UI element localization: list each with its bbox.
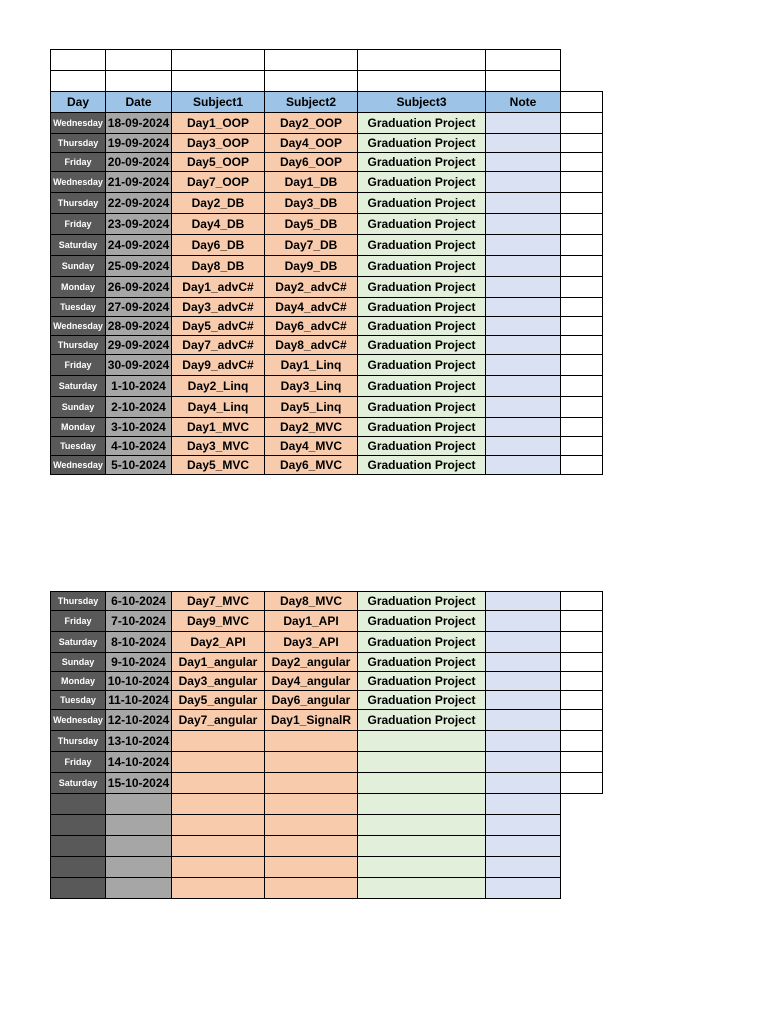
empty-cell[interactable] [486, 50, 561, 71]
table-row [51, 298, 603, 317]
subject2-cell[interactable]: Day6_advC# [265, 317, 358, 336]
note-cell[interactable] [486, 592, 561, 611]
note-cell[interactable] [486, 773, 561, 794]
subject3-cell[interactable]: Graduation Project [358, 134, 486, 153]
table-row [51, 172, 603, 193]
subject1-cell[interactable] [172, 794, 265, 815]
table-row [51, 336, 603, 355]
empty-row [51, 815, 603, 836]
subject3-cell[interactable] [358, 752, 486, 773]
empty-cell[interactable] [486, 71, 561, 92]
subject3-cell[interactable]: Graduation Project [358, 214, 486, 235]
extra-cell[interactable] [561, 113, 603, 134]
subject1-cell[interactable] [172, 836, 265, 857]
day-cell[interactable]: Wednesday [51, 172, 106, 193]
extra-cell[interactable] [561, 298, 603, 317]
table-row [51, 214, 603, 235]
header-subject1[interactable]: Subject1 [172, 92, 265, 113]
subject3-cell[interactable]: Graduation Project [358, 336, 486, 355]
subject3-cell[interactable]: Graduation Project [358, 256, 486, 277]
table-row [51, 277, 603, 298]
subject1-cell[interactable]: Day5_MVC [172, 456, 265, 475]
date-cell[interactable]: 23-09-2024 [106, 214, 172, 235]
subject1-cell[interactable]: Day5_angular [172, 691, 265, 710]
date-cell[interactable] [106, 794, 172, 815]
note-cell[interactable] [486, 134, 561, 153]
table-row [51, 134, 603, 153]
note-cell[interactable] [486, 456, 561, 475]
date-cell[interactable]: 8-10-2024 [106, 632, 172, 653]
day-cell[interactable]: Saturday [51, 376, 106, 397]
day-cell[interactable]: Saturday [51, 632, 106, 653]
note-cell[interactable] [486, 815, 561, 836]
subject2-cell[interactable]: Day7_DB [265, 235, 358, 256]
extra-cell[interactable] [561, 336, 603, 355]
day-cell[interactable] [51, 857, 106, 878]
date-cell[interactable]: 29-09-2024 [106, 336, 172, 355]
empty-cell[interactable] [172, 71, 265, 92]
table-row [51, 113, 603, 134]
day-cell[interactable] [51, 878, 106, 899]
note-cell[interactable] [486, 731, 561, 752]
note-cell[interactable] [486, 256, 561, 277]
extra-cell[interactable] [561, 256, 603, 277]
subject3-cell[interactable] [358, 731, 486, 752]
table-row [51, 653, 603, 672]
subject1-cell[interactable]: Day7_MVC [172, 592, 265, 611]
table-row [51, 731, 603, 752]
subject1-cell[interactable]: Day5_OOP [172, 153, 265, 172]
empty-row [51, 857, 603, 878]
date-cell[interactable]: 26-09-2024 [106, 277, 172, 298]
subject3-cell[interactable]: Graduation Project [358, 710, 486, 731]
note-cell[interactable] [486, 437, 561, 456]
subject2-cell[interactable] [265, 836, 358, 857]
table-row [51, 193, 603, 214]
date-cell[interactable]: 13-10-2024 [106, 731, 172, 752]
subject3-cell[interactable] [358, 878, 486, 899]
day-cell[interactable]: Friday [51, 214, 106, 235]
note-cell[interactable] [486, 113, 561, 134]
subject3-cell[interactable]: Graduation Project [358, 153, 486, 172]
table-row [51, 592, 603, 611]
subject3-cell[interactable]: Graduation Project [358, 672, 486, 691]
extra-cell[interactable] [561, 731, 603, 752]
day-cell[interactable] [51, 794, 106, 815]
extra-cell[interactable] [561, 214, 603, 235]
subject3-cell[interactable]: Graduation Project [358, 355, 486, 376]
subject3-cell[interactable]: Graduation Project [358, 691, 486, 710]
day-cell[interactable]: Wednesday [51, 710, 106, 731]
subject1-cell[interactable] [172, 878, 265, 899]
note-cell[interactable] [486, 172, 561, 193]
date-cell[interactable]: 20-09-2024 [106, 153, 172, 172]
subject1-cell[interactable]: Day9_advC# [172, 355, 265, 376]
table-row [51, 710, 603, 731]
subject3-cell[interactable]: Graduation Project [358, 592, 486, 611]
table-row [51, 355, 603, 376]
table-row [51, 611, 603, 632]
table-row [51, 235, 603, 256]
note-cell[interactable] [486, 611, 561, 632]
subject3-cell[interactable]: Graduation Project [358, 277, 486, 298]
date-cell[interactable] [106, 857, 172, 878]
subject3-cell[interactable]: Graduation Project [358, 235, 486, 256]
extra-cell[interactable] [561, 193, 603, 214]
subject3-cell[interactable]: Graduation Project [358, 653, 486, 672]
subject1-cell[interactable]: Day8_DB [172, 256, 265, 277]
extra-cell[interactable] [561, 672, 603, 691]
extra-cell[interactable] [561, 397, 603, 418]
table-row [51, 691, 603, 710]
subject2-cell[interactable]: Day5_Linq [265, 397, 358, 418]
extra-cell[interactable] [561, 437, 603, 456]
date-cell[interactable]: 18-09-2024 [106, 113, 172, 134]
date-cell[interactable]: 25-09-2024 [106, 256, 172, 277]
extra-cell[interactable] [561, 632, 603, 653]
subject2-cell[interactable]: Day2_MVC [265, 418, 358, 437]
day-cell[interactable]: Thursday [51, 592, 106, 611]
note-cell[interactable] [486, 376, 561, 397]
subject2-cell[interactable]: Day3_DB [265, 193, 358, 214]
day-cell[interactable]: Tuesday [51, 437, 106, 456]
extra-cell[interactable] [561, 752, 603, 773]
subject3-cell[interactable] [358, 794, 486, 815]
empty-cell[interactable] [358, 50, 486, 71]
subject1-cell[interactable]: Day6_DB [172, 235, 265, 256]
extra-cell[interactable] [561, 691, 603, 710]
day-cell[interactable]: Wednesday [51, 113, 106, 134]
subject1-cell[interactable] [172, 815, 265, 836]
subject1-cell[interactable]: Day5_advC# [172, 317, 265, 336]
extra-cell[interactable] [561, 592, 603, 611]
subject2-cell[interactable]: Day4_OOP [265, 134, 358, 153]
subject3-cell[interactable]: Graduation Project [358, 611, 486, 632]
day-cell[interactable]: Monday [51, 418, 106, 437]
table-row [51, 632, 603, 653]
day-cell[interactable]: Saturday [51, 773, 106, 794]
note-cell[interactable] [486, 235, 561, 256]
date-cell[interactable]: 3-10-2024 [106, 418, 172, 437]
outside-cell [561, 836, 603, 857]
day-cell[interactable]: Tuesday [51, 691, 106, 710]
subject3-cell[interactable]: Graduation Project [358, 397, 486, 418]
subject2-cell[interactable]: Day1_SignalR [265, 710, 358, 731]
day-cell[interactable]: Saturday [51, 235, 106, 256]
note-cell[interactable] [486, 691, 561, 710]
note-cell[interactable] [486, 336, 561, 355]
header-subject3[interactable]: Subject3 [358, 92, 486, 113]
subject1-cell[interactable] [172, 752, 265, 773]
subject2-cell[interactable]: Day5_DB [265, 214, 358, 235]
subject3-cell[interactable]: Graduation Project [358, 113, 486, 134]
subject3-cell[interactable]: Graduation Project [358, 193, 486, 214]
outside-cell [561, 815, 603, 836]
empty-row [51, 50, 603, 71]
subject1-cell[interactable] [172, 857, 265, 878]
date-cell[interactable]: 7-10-2024 [106, 611, 172, 632]
day-cell[interactable]: Thursday [51, 134, 106, 153]
subject2-cell[interactable] [265, 752, 358, 773]
subject3-cell[interactable] [358, 815, 486, 836]
empty-row [51, 878, 603, 899]
date-cell[interactable]: 24-09-2024 [106, 235, 172, 256]
subject1-cell[interactable]: Day2_DB [172, 193, 265, 214]
subject1-cell[interactable]: Day1_MVC [172, 418, 265, 437]
day-cell[interactable]: Sunday [51, 256, 106, 277]
table-row [51, 752, 603, 773]
day-cell[interactable]: Thursday [51, 336, 106, 355]
day-cell[interactable]: Thursday [51, 731, 106, 752]
note-cell[interactable] [486, 836, 561, 857]
note-cell[interactable] [486, 277, 561, 298]
extra-cell[interactable] [561, 653, 603, 672]
date-cell[interactable]: 9-10-2024 [106, 653, 172, 672]
table-row [51, 397, 603, 418]
subject1-cell[interactable]: Day2_Linq [172, 376, 265, 397]
note-cell[interactable] [486, 298, 561, 317]
date-cell[interactable]: 12-10-2024 [106, 710, 172, 731]
table-row [51, 418, 603, 437]
table-row [51, 317, 603, 336]
subject1-cell[interactable]: Day4_Linq [172, 397, 265, 418]
subject2-cell[interactable]: Day1_DB [265, 172, 358, 193]
subject1-cell[interactable]: Day7_advC# [172, 336, 265, 355]
day-cell[interactable]: Thursday [51, 193, 106, 214]
date-cell[interactable]: 2-10-2024 [106, 397, 172, 418]
note-cell[interactable] [486, 153, 561, 172]
empty-cell[interactable] [106, 50, 172, 71]
date-cell[interactable]: 1-10-2024 [106, 376, 172, 397]
subject1-cell[interactable]: Day3_angular [172, 672, 265, 691]
subject3-cell[interactable]: Graduation Project [358, 298, 486, 317]
empty-cell[interactable] [106, 71, 172, 92]
subject2-cell[interactable]: Day4_advC# [265, 298, 358, 317]
day-cell[interactable]: Sunday [51, 653, 106, 672]
subject1-cell[interactable]: Day7_OOP [172, 172, 265, 193]
subject2-cell[interactable]: Day2_OOP [265, 113, 358, 134]
empty-row [51, 794, 603, 815]
day-cell[interactable]: Monday [51, 277, 106, 298]
subject2-cell[interactable]: Day8_MVC [265, 592, 358, 611]
extra-cell[interactable] [561, 376, 603, 397]
extra-cell[interactable] [561, 418, 603, 437]
empty-cell[interactable] [265, 50, 358, 71]
empty-cell[interactable] [172, 50, 265, 71]
note-cell[interactable] [486, 653, 561, 672]
schedule-table-1 [50, 49, 603, 475]
day-cell[interactable]: Wednesday [51, 317, 106, 336]
day-cell[interactable]: Friday [51, 611, 106, 632]
empty-row [51, 71, 603, 92]
empty-row [51, 836, 603, 857]
subject2-cell[interactable]: Day6_OOP [265, 153, 358, 172]
table-row [51, 153, 603, 172]
empty-cell[interactable] [358, 71, 486, 92]
date-cell[interactable]: 30-09-2024 [106, 355, 172, 376]
date-cell[interactable]: 6-10-2024 [106, 592, 172, 611]
header-day[interactable]: Day [51, 92, 106, 113]
subject2-cell[interactable]: Day2_angular [265, 653, 358, 672]
extra-cell[interactable] [561, 277, 603, 298]
date-cell[interactable]: 5-10-2024 [106, 456, 172, 475]
extra-cell[interactable] [561, 355, 603, 376]
outside-cell [561, 878, 603, 899]
day-cell[interactable]: Tuesday [51, 298, 106, 317]
table-row [51, 376, 603, 397]
subject2-cell[interactable] [265, 878, 358, 899]
subject1-cell[interactable]: Day4_DB [172, 214, 265, 235]
day-cell[interactable] [51, 836, 106, 857]
extra-cell[interactable] [561, 317, 603, 336]
subject2-cell[interactable] [265, 773, 358, 794]
subject1-cell[interactable]: Day3_advC# [172, 298, 265, 317]
date-cell[interactable] [106, 878, 172, 899]
subject2-cell[interactable]: Day6_MVC [265, 456, 358, 475]
subject3-cell[interactable]: Graduation Project [358, 376, 486, 397]
outside-cell [561, 794, 603, 815]
outside-cell [561, 50, 603, 71]
table-row [51, 256, 603, 277]
extra-cell[interactable] [561, 611, 603, 632]
day-cell[interactable]: Wednesday [51, 456, 106, 475]
subject1-cell[interactable]: Day2_API [172, 632, 265, 653]
day-cell[interactable] [51, 815, 106, 836]
note-cell[interactable] [486, 752, 561, 773]
subject1-cell[interactable]: Day3_OOP [172, 134, 265, 153]
note-cell[interactable] [486, 878, 561, 899]
day-cell[interactable]: Sunday [51, 397, 106, 418]
subject2-cell[interactable] [265, 794, 358, 815]
subject2-cell[interactable]: Day4_MVC [265, 437, 358, 456]
date-cell[interactable] [106, 815, 172, 836]
subject1-cell[interactable]: Day1_advC# [172, 277, 265, 298]
subject2-cell[interactable]: Day1_Linq [265, 355, 358, 376]
extra-cell[interactable] [561, 710, 603, 731]
header-row [51, 92, 603, 113]
subject1-cell[interactable] [172, 773, 265, 794]
subject2-cell[interactable]: Day2_advC# [265, 277, 358, 298]
empty-cell[interactable] [51, 50, 106, 71]
day-cell[interactable]: Friday [51, 153, 106, 172]
note-cell[interactable] [486, 857, 561, 878]
subject2-cell[interactable]: Day1_API [265, 611, 358, 632]
note-cell[interactable] [486, 214, 561, 235]
subject1-cell[interactable]: Day1_angular [172, 653, 265, 672]
subject3-cell[interactable]: Graduation Project [358, 418, 486, 437]
date-cell[interactable]: 19-09-2024 [106, 134, 172, 153]
subject2-cell[interactable]: Day3_Linq [265, 376, 358, 397]
note-cell[interactable] [486, 418, 561, 437]
subject3-cell[interactable] [358, 836, 486, 857]
subject2-cell[interactable] [265, 815, 358, 836]
subject2-cell[interactable] [265, 857, 358, 878]
subject1-cell[interactable] [172, 731, 265, 752]
subject3-cell[interactable]: Graduation Project [358, 172, 486, 193]
header-note[interactable]: Note [486, 92, 561, 113]
note-cell[interactable] [486, 193, 561, 214]
subject1-cell[interactable]: Day9_MVC [172, 611, 265, 632]
date-cell[interactable]: 15-10-2024 [106, 773, 172, 794]
subject3-cell[interactable]: Graduation Project [358, 632, 486, 653]
date-cell[interactable]: 21-09-2024 [106, 172, 172, 193]
extra-cell[interactable] [561, 134, 603, 153]
empty-cell[interactable] [265, 71, 358, 92]
extra-cell[interactable] [561, 456, 603, 475]
header-date[interactable]: Date [106, 92, 172, 113]
note-cell[interactable] [486, 710, 561, 731]
extra-cell[interactable] [561, 235, 603, 256]
note-cell[interactable] [486, 672, 561, 691]
subject1-cell[interactable]: Day3_MVC [172, 437, 265, 456]
extra-cell[interactable] [561, 153, 603, 172]
note-cell[interactable] [486, 794, 561, 815]
subject1-cell[interactable]: Day1_OOP [172, 113, 265, 134]
subject2-cell[interactable]: Day3_API [265, 632, 358, 653]
subject2-cell[interactable]: Day8_advC# [265, 336, 358, 355]
note-cell[interactable] [486, 317, 561, 336]
subject1-cell[interactable]: Day7_angular [172, 710, 265, 731]
note-cell[interactable] [486, 397, 561, 418]
subject3-cell[interactable]: Graduation Project [358, 317, 486, 336]
table-row [51, 773, 603, 794]
extra-cell[interactable] [561, 92, 603, 113]
date-cell[interactable]: 27-09-2024 [106, 298, 172, 317]
extra-cell[interactable] [561, 773, 603, 794]
day-cell[interactable]: Monday [51, 672, 106, 691]
date-cell[interactable]: 22-09-2024 [106, 193, 172, 214]
subject2-cell[interactable]: Day6_angular [265, 691, 358, 710]
outside-cell [561, 857, 603, 878]
date-cell[interactable]: 14-10-2024 [106, 752, 172, 773]
subject3-cell[interactable] [358, 773, 486, 794]
subject3-cell[interactable]: Graduation Project [358, 437, 486, 456]
day-cell[interactable]: Friday [51, 752, 106, 773]
extra-cell[interactable] [561, 172, 603, 193]
table-row [51, 437, 603, 456]
date-cell[interactable]: 11-10-2024 [106, 691, 172, 710]
table-row [51, 672, 603, 691]
empty-cell[interactable] [51, 71, 106, 92]
outside-cell [561, 71, 603, 92]
subject2-cell[interactable]: Day4_angular [265, 672, 358, 691]
date-cell[interactable] [106, 836, 172, 857]
day-cell[interactable]: Friday [51, 355, 106, 376]
note-cell[interactable] [486, 355, 561, 376]
date-cell[interactable]: 4-10-2024 [106, 437, 172, 456]
header-subject2[interactable]: Subject2 [265, 92, 358, 113]
note-cell[interactable] [486, 632, 561, 653]
schedule-table-2 [50, 591, 603, 899]
subject2-cell[interactable] [265, 731, 358, 752]
subject2-cell[interactable]: Day9_DB [265, 256, 358, 277]
subject3-cell[interactable] [358, 857, 486, 878]
date-cell[interactable]: 10-10-2024 [106, 672, 172, 691]
date-cell[interactable]: 28-09-2024 [106, 317, 172, 336]
subject3-cell[interactable]: Graduation Project [358, 456, 486, 475]
table-row [51, 456, 603, 475]
